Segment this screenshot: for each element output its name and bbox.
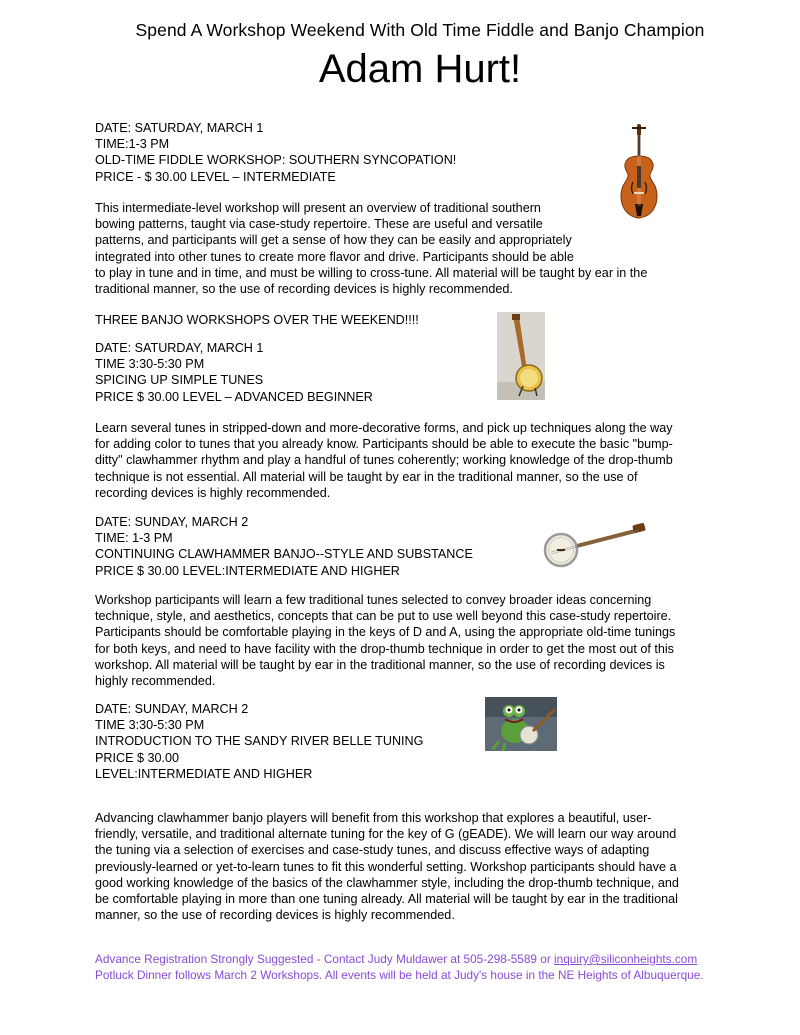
workshop-name: CONTINUING CLAWHAMMER BANJO--STYLE AND SUBSTANCE bbox=[95, 547, 473, 562]
banjo-workshop-3-info bbox=[95, 701, 423, 782]
workshop-date: DATE: SUNDAY, MARCH 2 bbox=[95, 515, 249, 529]
workshop-price-level: PRICE $ 30.00 LEVEL:INTERMEDIATE AND HIGHER bbox=[95, 563, 400, 578]
footer bbox=[95, 951, 704, 983]
fiddle-workshop-description bbox=[95, 200, 695, 297]
fiddle-image bbox=[612, 122, 666, 230]
page-title: Adam Hurt! bbox=[318, 47, 522, 91]
description-line: This intermediate-level workshop will present an overview of traditional southern bbox=[95, 201, 541, 215]
workshop-time: TIME 3:30-5:30 PM bbox=[95, 718, 205, 733]
description-line: recording devices is highly recommended. bbox=[95, 485, 331, 500]
workshop-name: INTRODUCTION TO THE SANDY RIVER BELLE TUNING bbox=[95, 734, 424, 749]
description-line: for both keys, and need to have facility with the drop-thumb technique in order to get the most out of this bbox=[95, 641, 674, 656]
banjo-workshops-heading bbox=[95, 312, 419, 328]
description-line: ditty" clawhammer rhythm and play a handful of tunes coherently; working knowledge of the drop-thumb bbox=[95, 453, 673, 468]
registration-text: Advance Registration Strongly Suggested - Contact Judy Muldawer at 505-298-5589 or bbox=[95, 952, 555, 966]
banjo-workshop-2-info bbox=[95, 514, 473, 579]
description-line: Advancing clawhammer banjo players will benefit from this workshop that explores a beautiful, user- bbox=[95, 811, 652, 825]
description-line: bowing patterns, taught via case-study repertoire. These are useful and versatile bbox=[95, 217, 543, 232]
description-line: manner, so the use of recording devices is highly recommended. bbox=[95, 908, 455, 923]
banjo-workshop-3-description bbox=[95, 810, 679, 923]
banjo-workshop-1-description bbox=[95, 420, 673, 501]
description-line: traditional manner, so the use of recording devices is highly recommended. bbox=[95, 282, 513, 297]
description-line: previously-learned or yet-to-learn tunes to fit this wonderful setting. Workshop participants should have a bbox=[95, 859, 677, 874]
description-line: Workshop participants will learn a few traditional tunes selected to convey broader ideas concerning bbox=[95, 593, 652, 607]
banjo-heading-text: THREE BANJO WORKSHOPS OVER THE WEEKEND!!!! bbox=[95, 313, 419, 327]
description-line: integrated into other tunes to create more flavor and drive. Participants should be able bbox=[95, 249, 574, 264]
banjo-image bbox=[543, 522, 647, 570]
potluck-line: Potluck Dinner follows March 2 Workshops. All events will be held at Judy's house in the NE Heights of Albuquerque. bbox=[95, 968, 704, 982]
description-line: technique is not essential. All material will be taught by ear in the traditional manner, so the use of bbox=[95, 469, 638, 484]
workshop-date: DATE: SATURDAY, MARCH 1 bbox=[95, 341, 264, 355]
banjo-workshop-1-info bbox=[95, 340, 373, 405]
registration-line bbox=[95, 951, 704, 967]
description-line: highly recommended. bbox=[95, 674, 216, 689]
workshop-time: TIME: 1-3 PM bbox=[95, 531, 173, 546]
workshop-time: TIME:1-3 PM bbox=[95, 137, 170, 152]
description-line: Participants should be comfortable playing in the keys of D and A, using the appropriate old-time tunings bbox=[95, 625, 676, 640]
description-line: for adding color to tunes that you already know. Participants should be able to execute the basic "bump- bbox=[95, 437, 673, 452]
workshop-price-level: PRICE - $ 30.00 LEVEL – INTERMEDIATE bbox=[95, 169, 336, 184]
workshop-date: DATE: SATURDAY, MARCH 1 bbox=[95, 121, 264, 135]
description-line: patterns, and participants will get a sense of how they can be easily and appropriately bbox=[95, 233, 572, 248]
description-line: workshop. All material will be taught by ear in the traditional manner, so the use of recording devices is bbox=[95, 657, 665, 672]
description-line: friendly, versatile, and traditional alternate tuning for the key of G (gEADE). We will learn our way around bbox=[95, 827, 677, 842]
description-line: to play in tune and in time, and must be willing to cross-tune. All material will be taught by ear in the bbox=[95, 265, 648, 280]
kermit-banjo-image bbox=[485, 697, 557, 751]
workshop-time: TIME 3:30-5:30 PM bbox=[95, 357, 205, 372]
workshop-level: LEVEL:INTERMEDIATE AND HIGHER bbox=[95, 766, 313, 781]
workshop-date: DATE: SUNDAY, MARCH 2 bbox=[95, 702, 249, 716]
description-line: Learn several tunes in stripped-down and more-decorative forms, and pick up techniques along the way bbox=[95, 421, 673, 435]
fiddle-workshop-info bbox=[95, 120, 456, 185]
description-line: be comfortable playing in more than one tuning already. All material will be taught by ear in the traditional bbox=[95, 892, 678, 907]
banjo-workshop-2-description bbox=[95, 592, 675, 689]
subtitle: Spend A Workshop Weekend With Old Time Fiddle and Banjo Champion bbox=[135, 20, 705, 40]
workshop-price: PRICE $ 30.00 bbox=[95, 750, 180, 765]
standing-banjo-image bbox=[497, 312, 545, 400]
description-line: the tuning via a selection of exercises and case-study tunes, and discuss effective ways of adapting bbox=[95, 843, 650, 858]
workshop-name: SPICING UP SIMPLE TUNES bbox=[95, 373, 264, 388]
description-line: technique, style, and aesthetics, concepts that can be put to use well beyond this case-study repertoire. bbox=[95, 609, 672, 624]
workshop-name: OLD-TIME FIDDLE WORKSHOP: SOUTHERN SYNCOPATION! bbox=[95, 153, 457, 168]
description-line: good working knowledge of the basics of the clawhammer style, including the drop-thumb technique, and bbox=[95, 875, 679, 890]
workshop-price-level: PRICE $ 30.00 LEVEL – ADVANCED BEGINNER bbox=[95, 389, 373, 404]
email-link[interactable]: inquiry@siliconheights.com bbox=[554, 952, 698, 966]
